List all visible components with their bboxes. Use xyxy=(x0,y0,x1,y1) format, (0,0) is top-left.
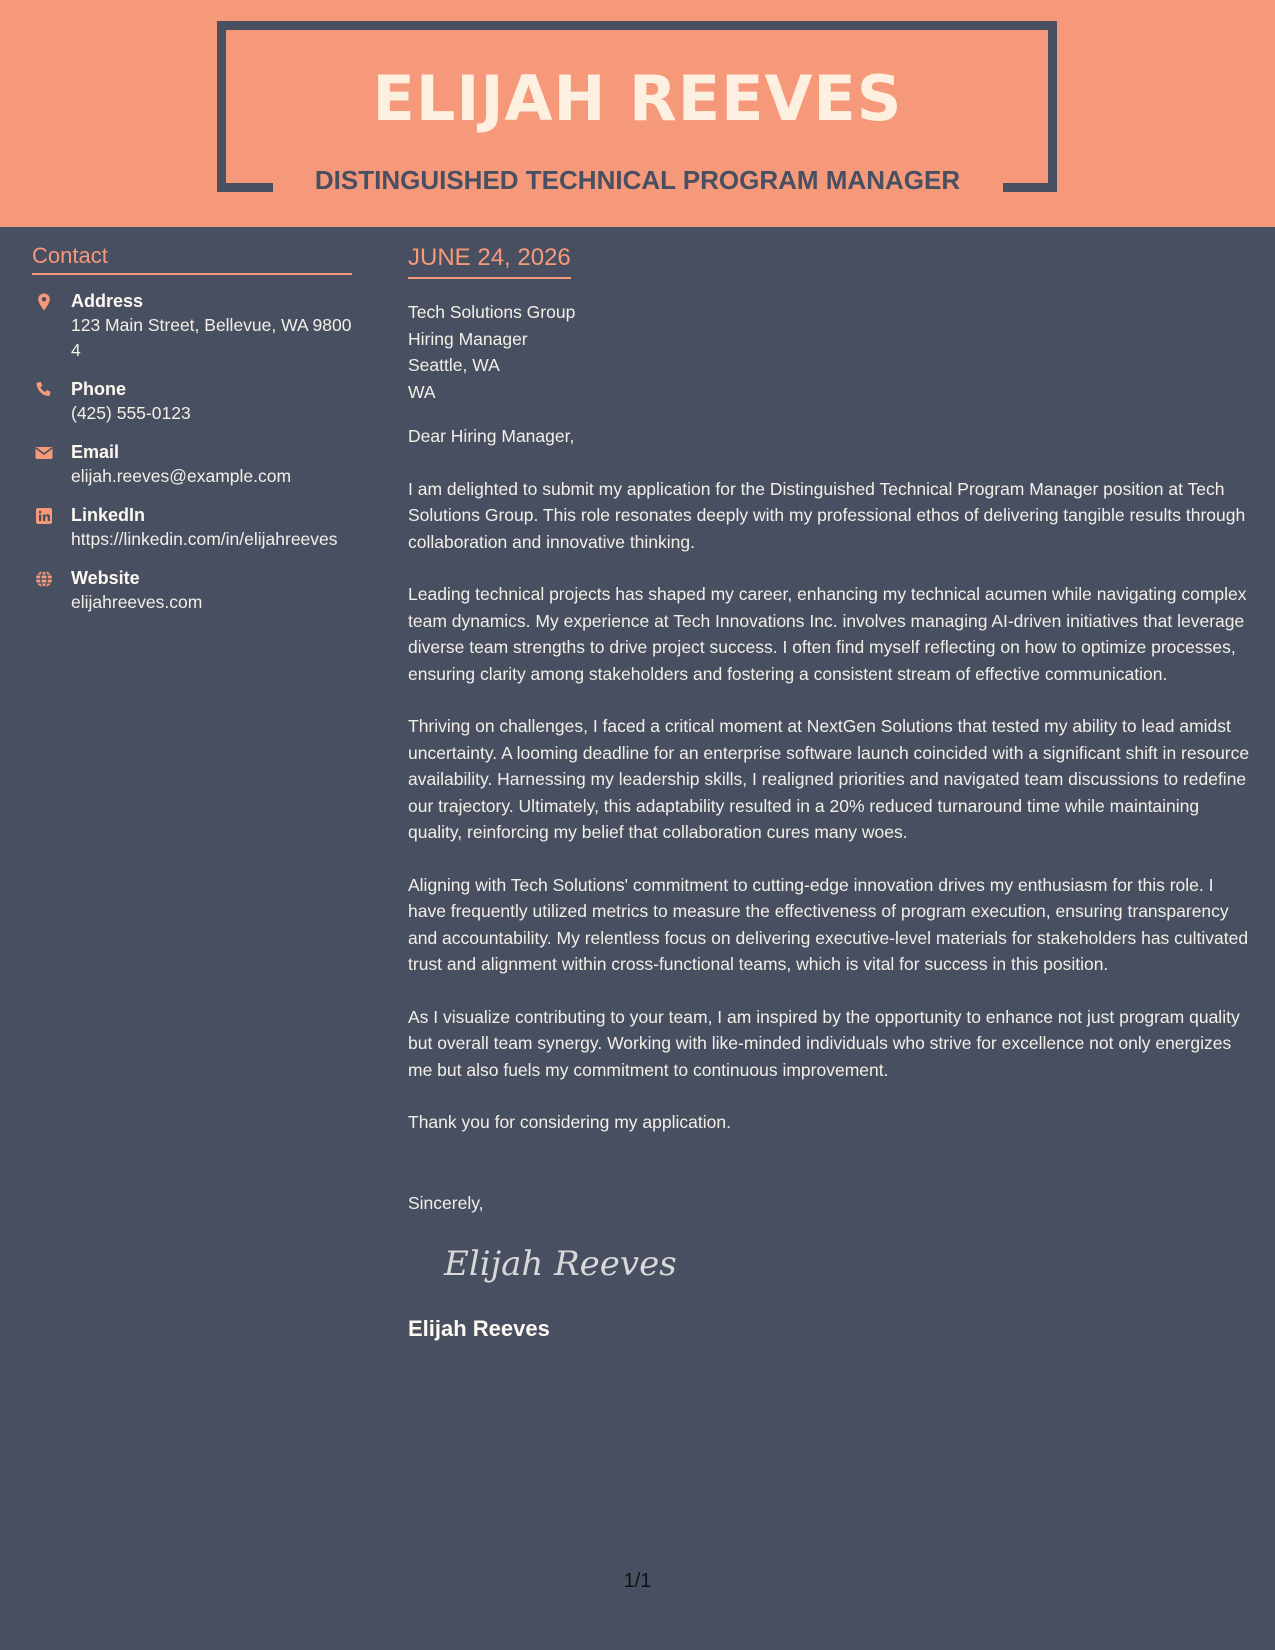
phone-icon xyxy=(34,380,54,400)
email-label: Email xyxy=(71,442,120,462)
contact-address xyxy=(32,289,352,363)
contact-heading: Contact xyxy=(32,243,352,275)
linkedin-value[interactable]: https://linkedin.com/in/elijahreeves xyxy=(71,529,338,549)
website-value[interactable]: elijahreeves.com xyxy=(71,592,203,612)
linkedin-icon xyxy=(34,506,54,526)
address-value: 123 Main Street, Bellevue, WA 98004 xyxy=(71,315,352,360)
header-banner xyxy=(0,0,1275,227)
linkedin-label: LinkedIn xyxy=(71,505,146,525)
contact-linkedin xyxy=(32,503,352,552)
contact-phone xyxy=(32,377,352,426)
email-value: elijah.reeves@example.com xyxy=(71,466,292,486)
closing: Sincerely, xyxy=(408,1192,484,1213)
handwritten-signature: Elijah Reeves xyxy=(444,1244,677,1284)
contact-email xyxy=(32,440,352,489)
recipient-company: Tech Solutions Group xyxy=(408,302,576,322)
phone-label: Phone xyxy=(71,379,127,399)
paragraph-4: Aligning with Tech Solutions' commitment to cutting-edge innovation drives my enthusiasm for this role. I have frequently utilized metrics to measure the effectiveness of program execution, ensuring transparency and accountability. My relentless focus on delivering executive-level materials for stakeholders has cultivated trust and alignment within cross-functional teams, which is vital for success in this position. xyxy=(408,874,1249,974)
recipient-block xyxy=(408,299,1250,405)
letter-date: JUNE 24, 2026 xyxy=(408,244,571,279)
recipient-state: WA xyxy=(408,381,436,402)
address-label: Address xyxy=(71,291,144,311)
map-pin-icon xyxy=(34,292,54,312)
paragraph-5: As I visualize contributing to your team, I am inspired by the opportunity to enhance not just program quality but overall team synergy. Working with like-minded individuals who strive for excellence not only energizes me but also fuels my commitment to continuous improvement. xyxy=(408,1006,1240,1080)
globe-icon xyxy=(34,569,54,589)
salutation: Dear Hiring Manager, xyxy=(408,426,575,446)
recipient-city: Seattle, WA xyxy=(408,355,500,375)
phone-value: (425) 555-0123 xyxy=(71,403,191,423)
candidate-name: ELIJAH REEVES xyxy=(372,62,903,135)
signer-name: Elijah Reeves xyxy=(408,1316,550,1341)
contact-website xyxy=(32,566,352,615)
envelope-icon xyxy=(34,443,54,463)
job-title: DISTINGUISHED TECHNICAL PROGRAM MANAGER xyxy=(314,165,961,195)
paragraph-1: I am delighted to submit my application for the Distinguished Technical Program Manager position at Tech Solutions Group. This role resonates deeply with my professional ethos of delivering tangible results through collaboration and innovative thinking. xyxy=(408,478,1246,552)
paragraph-2: Leading technical projects has shaped my career, enhancing my technical acumen while navigating complex team dynamics. My experience at Tech Innovations Inc. involves managing AI-driven initiatives that leverage diverse team strengths to drive project success. I often find myself reflecting on how to optimize processes, ensuring clarity among stakeholders and fostering a consistent stream of effective communication. xyxy=(408,584,1247,684)
website-label: Website xyxy=(71,568,140,588)
letter-body xyxy=(408,244,1250,1342)
page-number: 1/1 xyxy=(623,1570,652,1592)
contact-sidebar xyxy=(32,243,352,615)
thank-you-line: Thank you for considering my application. xyxy=(408,1112,731,1132)
recipient-title: Hiring Manager xyxy=(408,328,528,349)
paragraph-3: Thriving on challenges, I faced a critical moment at NextGen Solutions that tested my ability to lead amidst uncertainty. A looming deadline for an enterprise software launch coincided with a significant shift in resource availability. Harnessing my leadership skills, I realigned priorities and navigated team discussions to redefine our trajectory. Ultimately, this adaptability resulted in a 20% reduced turnaround time while maintaining quality, reinforcing my belief that collaboration cures many woes. xyxy=(408,716,1250,842)
